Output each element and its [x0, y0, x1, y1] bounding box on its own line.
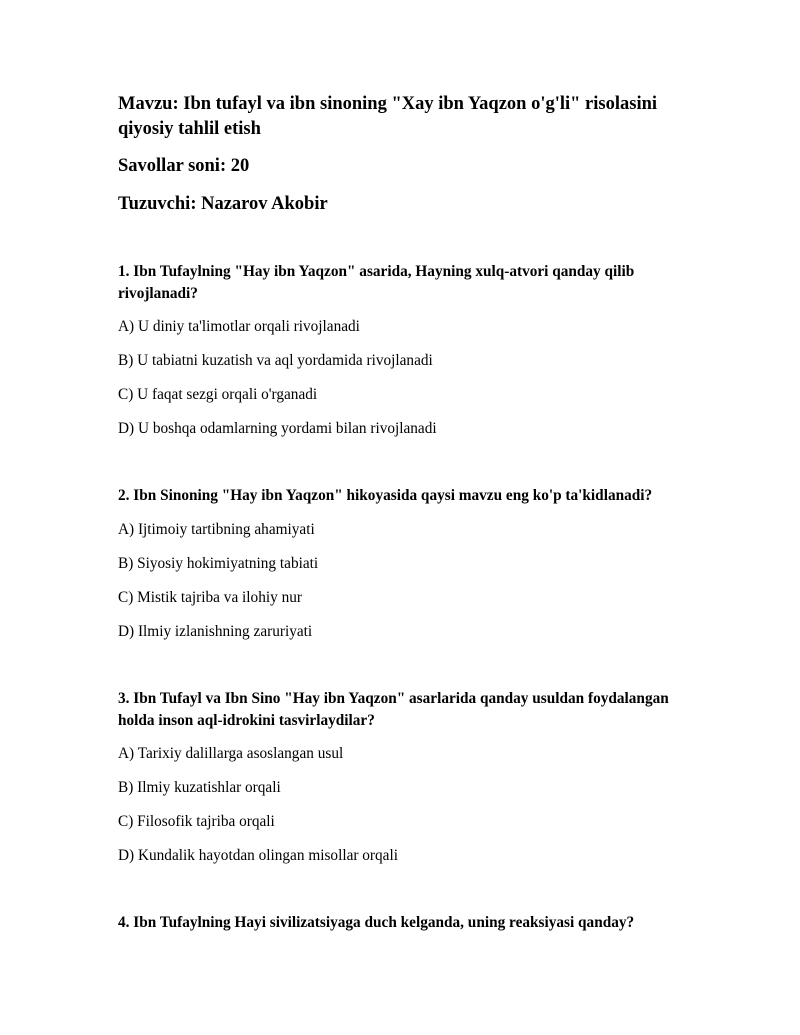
question-2-option-a: A) Ijtimoiy tartibning ahamiyati — [118, 521, 315, 538]
question-2-option-d: D) Ilmiy izlanishning zaruriyati — [118, 623, 313, 640]
question-1-option-c: C) U faqat sezgi orqali o'rganadi — [118, 386, 318, 403]
question-2-option-c: C) Mistik tajriba va ilohiy nur — [118, 589, 302, 606]
question-2-option-b: B) Siyosiy hokimiyatning tabiati — [118, 555, 319, 572]
question-1-title: 1. Ibn Tufaylning "Hay ibn Yaqzon" asarida, Hayning xulq-atvori qanday qilib rivojlanadi? — [118, 263, 635, 302]
author-line: Tuzuvchi: Nazarov Akobir — [118, 194, 328, 214]
question-count: Savollar soni: 20 — [118, 156, 250, 176]
question-1-option-d: D) U boshqa odamlarning yordami bilan rivojlanadi — [118, 420, 437, 437]
question-4-title: 4. Ibn Tufaylning Hayi sivilizatsiyaga duch kelganda, uning reaksiyasi qanday? — [118, 914, 635, 931]
topic-title: Mavzu: Ibn tufayl va ibn sinoning "Xay ibn Yaqzon o'g'li" risolasini qiyosiy tahlil etish — [118, 94, 658, 139]
question-3-option-b: B) Ilmiy kuzatishlar orqali — [118, 779, 281, 796]
question-3-option-d: D) Kundalik hayotdan olingan misollar orqali — [118, 847, 398, 864]
question-2-title: 2. Ibn Sinoning "Hay ibn Yaqzon" hikoyasida qaysi mavzu eng ko'p ta'kidlanadi? — [118, 487, 653, 504]
question-3-option-c: C) Filosofik tajriba orqali — [118, 813, 275, 830]
question-3-title: 3. Ibn Tufayl va Ibn Sino "Hay ibn Yaqzon" asarlarida qanday usuldan foydalangan holda inson aql-idrokini tasvirlaydilar? — [118, 690, 669, 729]
question-3-option-a: A) Tarixiy dalillarga asoslangan usul — [118, 745, 344, 762]
question-1-option-a: A) U diniy ta'limotlar orqali rivojlanadi — [118, 318, 360, 335]
question-1-option-b: B) U tabiatni kuzatish va aql yordamida rivojlanadi — [118, 352, 433, 369]
